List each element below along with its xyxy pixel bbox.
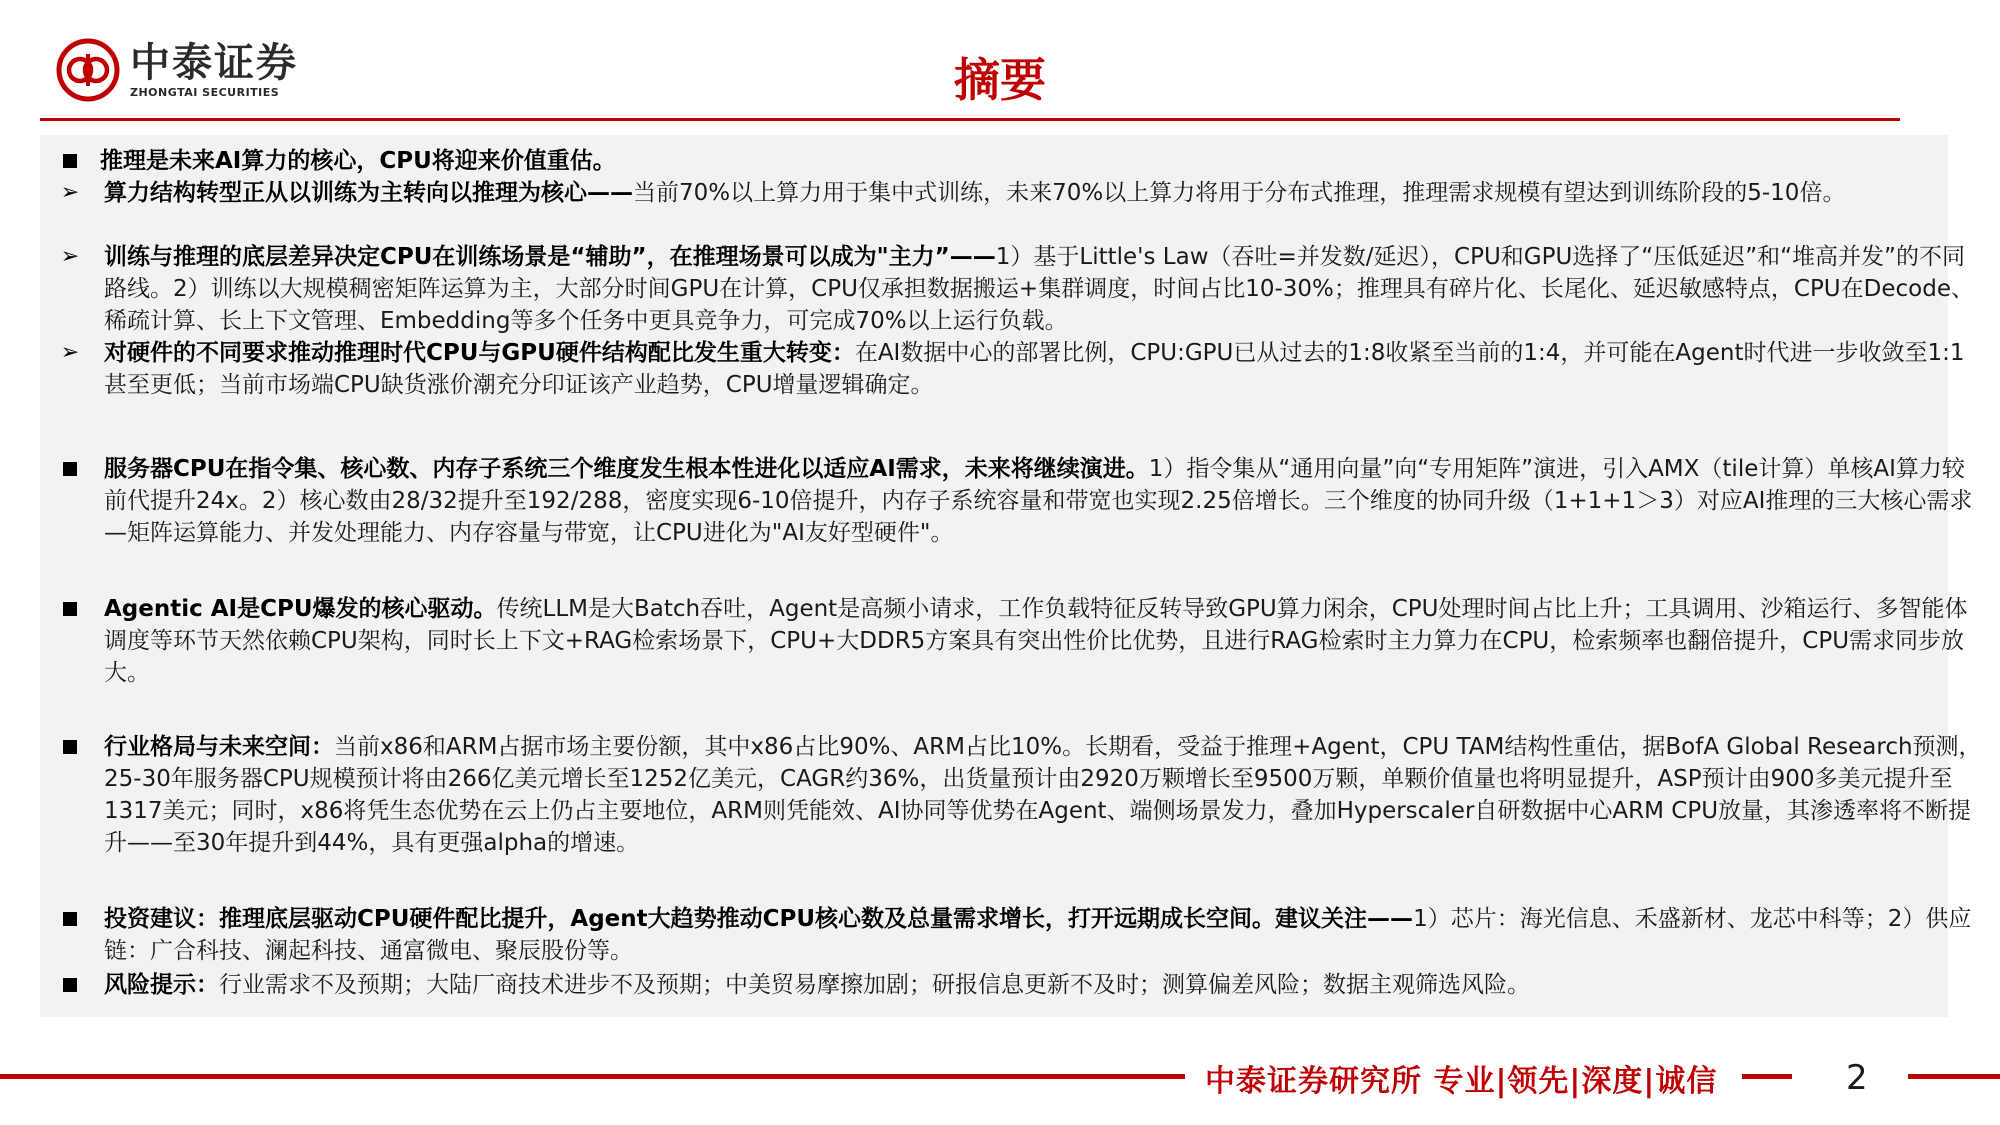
footer-divider xyxy=(1742,1074,1792,1079)
bullet-text: Agentic AI是CPU爆发的核心驱动。传统LLM是大Batch吞吐，Agent是高频小请求，工作负载特征反转导致GPU算力闲余，CPU处理时间占比上升；工具调用、沙箱运行、多智能体调度等环节天然依赖CPU架构，同时长上下文+RAG检索场景下，CPU+大DDR5方案具有突出性价比优势，且进行RAG检索时主力算力在CPU，检索频率也翻倍提升，CPU需求同步放大。 xyxy=(104,596,1968,686)
square-bullet-icon xyxy=(48,593,92,625)
page-number: 2 xyxy=(1846,1058,1868,1098)
sub-bullet-text: 对硬件的不同要求推动推理时代CPU与GPU硬件结构配比发生重大转变：在AI数据中心的部署比例，CPU:GPU已从过去的1:8收紧至当前的1:4，并可能在Agent时代进一步收敛至1:1甚至更低；当前市场端CPU缺货涨价潮充分印证该产业趋势，CPU增量逻辑确定。 xyxy=(104,340,1965,398)
bullet-text: 推理是未来AI算力的核心，CPU将迎来价值重估。 xyxy=(100,148,616,174)
logo-english-name: ZHONGTAI SECURITIES xyxy=(130,86,280,99)
bullet-text: 风险提示：行业需求不及预期；大陆厂商技术进步不及预期；中美贸易摩擦加剧；研报信息更新不及时；测算偏差风险；数据主观筛选风险。 xyxy=(104,972,1530,998)
summary-panel xyxy=(40,135,1982,1017)
logo-chinese-name: 中泰证券 xyxy=(130,40,298,86)
arrow-bullet-icon: ➢ xyxy=(60,244,80,269)
page-title: 摘要 xyxy=(954,53,1046,107)
square-bullet-icon xyxy=(48,731,92,763)
arrow-bullet-icon: ➢ xyxy=(60,180,80,205)
title-divider xyxy=(40,118,1900,121)
sub-bullet-text: 训练与推理的底层差异决定CPU在训练场景是“辅助”，在推理场景可以成为"主力”——1）基于Little's Law（吞吐=并发数/延迟），CPU和GPU选择了“压低延迟”和“堆高并发”的不同路线。2）训练以大规模稠密矩阵运算为主，大部分时间GPU在计算，CPU仅承担数据搬运+集群调度，时间占比10-30%；推理具有碎片化、长尾化、延迟敏感特点，CPU在Decode、稀疏计算、长上下文管理、Embedding等多个任务中更具竞争力，可完成70%以上运行负载。 xyxy=(104,244,1974,334)
bullet-text: 投资建议：推理底层驱动CPU硬件配比提升，Agent大趋势推动CPU核心数及总量需求增长，打开远期成长空间。建议关注——1）芯片：海光信息、禾盛新材、龙芯中科等；2）供应链：广合科技、澜起科技、通富微电、聚辰股份等。 xyxy=(104,906,1972,964)
bullet-text: 行业格局与未来空间：当前x86和ARM占据市场主要份额，其中x86占比90%、ARM占比10%。长期看，受益于推理+Agent，CPU TAM结构性重估，据BofA Global Research预测，25-30年服务器CPU规模预计将由266亿美元增长至1252亿美元，CAGR约36%，出货量预计由2920万颗增长至9500万颗，单颗价值量也将明显提升，ASP预计由900多美元提升至1317美元；同时，x86将凭生态优势在云上仍占主要地位，ARM则凭能效、AI协同等优势在Agent、端侧场景发力，叠加Hyperscaler自研数据中心ARM CPU放量，其渗透率将不断提升——至30年提升到44%，具有更强alpha的增速。 xyxy=(104,734,1982,856)
sub-bullet-text: 算力结构转型正从以训练为主转向以推理为核心——当前70%以上算力用于集中式训练，未来70%以上算力将用于分布式推理，推理需求规模有望达到训练阶段的5-10倍。 xyxy=(104,180,1846,206)
square-bullet-icon xyxy=(48,969,92,1001)
footer-divider xyxy=(1908,1074,2000,1079)
footer-divider xyxy=(0,1074,1185,1079)
bullet-text: 服务器CPU在指令集、核心数、内存子系统三个维度发生根本性进化以适应AI需求，未来将继续演进。1）指令集从“通用向量”向“专用矩阵”演进，引入AMX（tile计算）单核AI算力较前代提升24x。2）核心数由28/32提升至192/288，密度实现6-10倍提升，内存子系统容量和带宽也实现2.25倍增长。三个维度的协同升级（1+1+1＞3）对应AI推理的三大核心需求—矩阵运算能力、并发处理能力、内存容量与带宽，让CPU进化为"AI友好型硬件"。 xyxy=(104,456,1973,546)
footer-slogan: 中泰证券研究所 专业|领先|深度|诚信 xyxy=(1205,1064,1718,1099)
arrow-bullet-icon: ➢ xyxy=(60,340,80,365)
square-bullet-icon xyxy=(48,903,92,935)
square-bullet-icon xyxy=(48,145,92,177)
square-bullet-icon xyxy=(48,453,92,485)
